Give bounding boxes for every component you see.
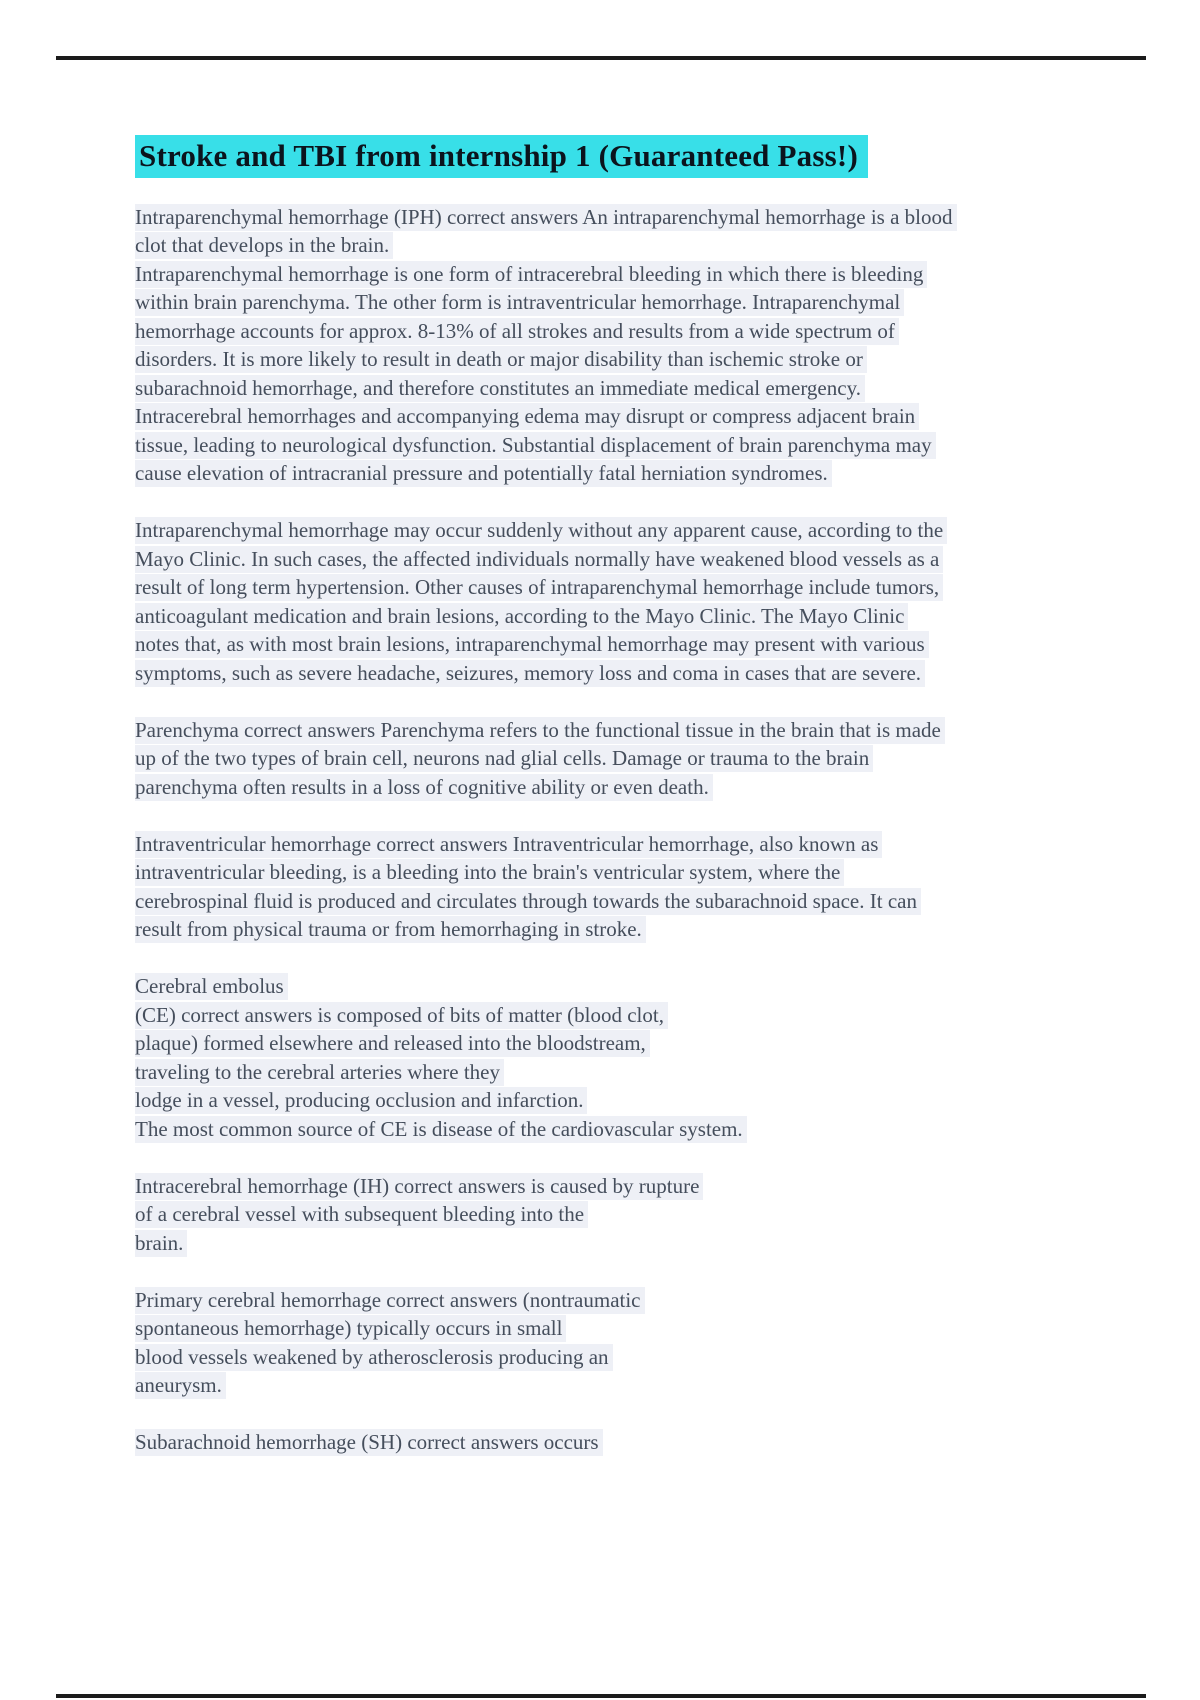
text-line xyxy=(135,1286,1080,1315)
highlighted-text: disorders. It is more likely to result in death or major disability than ischemic stroke or xyxy=(135,346,867,373)
text-line xyxy=(135,231,1080,260)
highlighted-text: of a cerebral vessel with subsequent bleeding into the xyxy=(135,1201,588,1228)
highlighted-text: spontaneous hemorrhage) typically occurs in small xyxy=(135,1315,566,1342)
highlighted-text: Cerebral embolus xyxy=(135,973,288,1000)
highlighted-text: Intraparenchymal hemorrhage may occur suddenly without any apparent cause, according to the xyxy=(135,517,947,544)
text-line xyxy=(135,887,1080,916)
text-line xyxy=(135,459,1080,488)
highlighted-text: brain. xyxy=(135,1230,187,1257)
text-line xyxy=(135,773,1080,802)
text-line xyxy=(135,288,1080,317)
highlighted-text: (CE) correct answers is composed of bits of matter (blood clot, xyxy=(135,1002,668,1029)
text-line xyxy=(135,1058,1080,1087)
text-line xyxy=(135,1029,1080,1058)
highlighted-text: cause elevation of intracranial pressure and potentially fatal herniation syndromes. xyxy=(135,460,832,487)
highlighted-text: Intraparenchymal hemorrhage is one form of intracerebral bleeding in which there is bleeding xyxy=(135,261,927,288)
paragraph xyxy=(135,1172,1080,1258)
page-title xyxy=(135,134,1080,179)
highlighted-text: up of the two types of brain cell, neurons nad glial cells. Damage or trauma to the brain xyxy=(135,745,873,772)
paragraph xyxy=(135,716,1080,802)
text-line xyxy=(135,1086,1080,1115)
text-line xyxy=(135,573,1080,602)
paragraph xyxy=(135,830,1080,944)
highlighted-text: Primary cerebral hemorrhage correct answers (nontraumatic xyxy=(135,1287,645,1314)
highlighted-text: lodge in a vessel, producing occlusion and infarction. xyxy=(135,1087,587,1114)
highlighted-text: parenchyma often results in a loss of cognitive ability or even death. xyxy=(135,774,713,801)
text-line xyxy=(135,716,1080,745)
text-line xyxy=(135,830,1080,859)
text-line xyxy=(135,1115,1080,1144)
highlighted-text: clot that develops in the brain. xyxy=(135,232,393,259)
text-line xyxy=(135,1314,1080,1343)
text-line xyxy=(135,317,1080,346)
text-line xyxy=(135,915,1080,944)
highlighted-text: tissue, leading to neurological dysfunction. Substantial displacement of brain parenchyma may xyxy=(135,432,936,459)
bottom-rule xyxy=(56,1694,1146,1698)
text-line xyxy=(135,431,1080,460)
highlighted-text: traveling to the cerebral arteries where they xyxy=(135,1059,504,1086)
text-line xyxy=(135,602,1080,631)
document-content xyxy=(135,134,1080,1485)
highlighted-text: plaque) formed elsewhere and released into the bloodstream, xyxy=(135,1030,650,1057)
text-line xyxy=(135,659,1080,688)
text-line xyxy=(135,1172,1080,1201)
text-line xyxy=(135,858,1080,887)
text-line xyxy=(135,345,1080,374)
highlighted-text: Intraparenchymal hemorrhage (IPH) correct answers An intraparenchymal hemorrhage is a blood xyxy=(135,204,957,231)
highlighted-text: Mayo Clinic. In such cases, the affected individuals normally have weakened blood vessels as a xyxy=(135,546,943,573)
text-line xyxy=(135,1200,1080,1229)
text-line xyxy=(135,374,1080,403)
text-line xyxy=(135,744,1080,773)
text-line xyxy=(135,545,1080,574)
title-highlight: Stroke and TBI from internship 1 (Guaranteed Pass!) xyxy=(135,135,868,178)
top-rule xyxy=(56,56,1146,60)
text-line xyxy=(135,1001,1080,1030)
highlighted-text: symptoms, such as severe headache, seizures, memory loss and coma in cases that are severe. xyxy=(135,660,925,687)
text-line xyxy=(135,1229,1080,1258)
highlighted-text: Intracerebral hemorrhages and accompanying edema may disrupt or compress adjacent brain xyxy=(135,403,919,430)
paragraph xyxy=(135,516,1080,687)
highlighted-text: cerebrospinal fluid is produced and circulates through towards the subarachnoid space. It can xyxy=(135,888,921,915)
highlighted-text: anticoagulant medication and brain lesions, according to the Mayo Clinic. The Mayo Clinic xyxy=(135,603,908,630)
paragraph xyxy=(135,972,1080,1143)
paragraph xyxy=(135,1428,1080,1457)
text-line xyxy=(135,1371,1080,1400)
highlighted-text: aneurysm. xyxy=(135,1372,226,1399)
highlighted-text: subarachnoid hemorrhage, and therefore constitutes an immediate medical emergency. xyxy=(135,375,865,402)
highlighted-text: Parenchyma correct answers Parenchyma refers to the functional tissue in the brain that is made xyxy=(135,717,945,744)
text-line xyxy=(135,1428,1080,1457)
text-line xyxy=(135,402,1080,431)
text-line xyxy=(135,630,1080,659)
highlighted-text: within brain parenchyma. The other form is intraventricular hemorrhage. Intraparenchymal xyxy=(135,289,904,316)
highlighted-text: result of long term hypertension. Other causes of intraparenchymal hemorrhage include tumors, xyxy=(135,574,943,601)
text-line xyxy=(135,203,1080,232)
document-body xyxy=(135,203,1080,1457)
highlighted-text: Subarachnoid hemorrhage (SH) correct answers occurs xyxy=(135,1429,603,1456)
highlighted-text: Intraventricular hemorrhage correct answers Intraventricular hemorrhage, also known as xyxy=(135,831,882,858)
highlighted-text: Intracerebral hemorrhage (IH) correct answers is caused by rupture xyxy=(135,1173,703,1200)
text-line xyxy=(135,1343,1080,1372)
text-line xyxy=(135,516,1080,545)
highlighted-text: The most common source of CE is disease of the cardiovascular system. xyxy=(135,1116,747,1143)
text-line xyxy=(135,260,1080,289)
highlighted-text: result from physical trauma or from hemorrhaging in stroke. xyxy=(135,916,646,943)
highlighted-text: blood vessels weakened by atherosclerosis producing an xyxy=(135,1344,613,1371)
highlighted-text: hemorrhage accounts for approx. 8-13% of all strokes and results from a wide spectrum of xyxy=(135,318,899,345)
paragraph xyxy=(135,203,1080,488)
highlighted-text: notes that, as with most brain lesions, intraparenchymal hemorrhage may present with various xyxy=(135,631,929,658)
text-line xyxy=(135,972,1080,1001)
highlighted-text: intraventricular bleeding, is a bleeding into the brain's ventricular system, where the xyxy=(135,859,844,886)
paragraph xyxy=(135,1286,1080,1400)
